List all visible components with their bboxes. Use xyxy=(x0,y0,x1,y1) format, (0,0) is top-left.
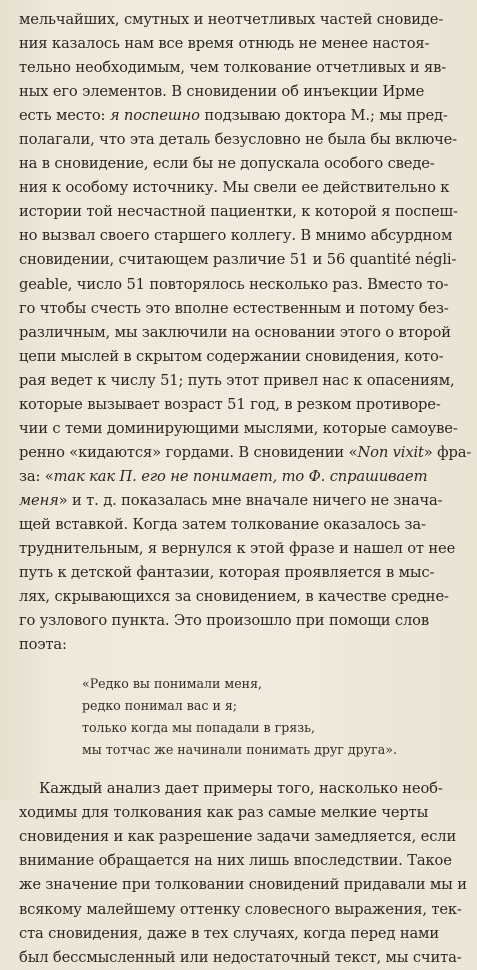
poem-verse: редко понимал вас и я; xyxy=(82,698,238,714)
text-line xyxy=(19,465,465,489)
text-line: труднительным, я вернулся к этой фразе и нашел от нее xyxy=(19,540,456,558)
text-line: же значение при толковании сновидений придавали мы и xyxy=(19,876,467,894)
text-line: внимание обращается на них лишь впоследствии. Такое xyxy=(19,852,452,870)
italic-run: я поспешно xyxy=(109,107,200,125)
text-line: поэта: xyxy=(19,636,67,654)
text-line: рая ведет к числу 51; путь этот привел нас к опасениям, xyxy=(19,371,455,389)
text-line: лях, скрывающихся за сновидением, в качестве средне- xyxy=(19,588,449,606)
italic-run: меня xyxy=(19,491,59,509)
text-run: подзываю доктора М.; мы пред- xyxy=(199,107,448,125)
poem-verse: только когда мы попадали в грязь, xyxy=(82,720,315,736)
text-line: которые вызывает возраст 51 год, в резком противоре- xyxy=(19,395,441,413)
text-line: был бессмысленный или недостаточный текст, мы счита- xyxy=(19,948,462,966)
text-line: тельно необходимым, чем толкование отчетливых и яв- xyxy=(19,59,447,77)
text-line: цепи мыслей в скрытом содержании сновидения, кото- xyxy=(19,347,444,365)
text-line: ходимы для толкования как раз самые мелкие черты xyxy=(19,804,429,822)
paragraph-2 xyxy=(19,777,465,969)
text-line: мельчайших, смутных и неотчетливых частей сновиде- xyxy=(19,11,444,28)
text-line xyxy=(19,441,472,465)
text-run: за: « xyxy=(19,467,54,485)
poem-verse: «Редко вы понимали меня, xyxy=(82,676,263,692)
text-run: есть место: xyxy=(19,107,110,125)
text-line: всякому малейшему оттенку словесного выражения, тек- xyxy=(19,900,462,918)
italic-run: так как П. его не понимает, то Ф. спрашивает xyxy=(53,467,428,485)
text-line: чии с теми доминирующими мыслями, которые самоуве- xyxy=(19,419,458,437)
text-run: » и т. д. показалась мне вначале ничего не знача- xyxy=(58,491,443,509)
text-line: путь к детской фантазии, которая проявляется в мыс- xyxy=(19,564,435,582)
poem-verse: мы тотчас же начинали понимать друг друга». xyxy=(82,742,397,758)
text-line: Каждый анализ дает примеры того, насколько необ- xyxy=(39,780,443,798)
text-line: сновидении, считающем различие 51 и 56 quantité négli- xyxy=(19,251,457,269)
text-line: на в сновидение, если бы не допускала особого сведе- xyxy=(19,155,435,173)
text-line: го узлового пункта. Это произошло при помощи слов xyxy=(19,612,429,630)
text-line: ста сновидения, даже в тех случаях, когда перед нами xyxy=(19,924,439,942)
text-line: но вызвал своего старшего коллегу. В мнимо абсурдном xyxy=(19,227,453,245)
text-line: ния к особому источнику. Мы свели ее действительно к xyxy=(19,179,450,197)
text-line: различным, мы заключили на основании этого о второй xyxy=(19,323,451,341)
text-line xyxy=(19,489,465,513)
text-line: полагали, что эта деталь безусловно не была бы включе- xyxy=(19,131,457,149)
text-line: щей вставкой. Когда затем толкование оказалось за- xyxy=(19,515,426,533)
paragraph-1 xyxy=(19,8,472,657)
text-line: ных его элементов. В сновидении об инъекции Ирме xyxy=(19,83,425,101)
poem-quote xyxy=(19,673,465,761)
italic-run: Non vixit xyxy=(357,443,424,461)
text-line: сновидения и как разрешение задачи замедляется, если xyxy=(19,828,457,846)
text-run: ренно «кидаются» гордами. В сновидении « xyxy=(19,443,358,461)
text-line xyxy=(19,104,465,128)
text-line: го чтобы счесть это вполне естественным и потому без- xyxy=(19,299,449,317)
text-line: истории той несчастной пациентки, к которой я поспеш- xyxy=(19,203,458,221)
text-line: ния казалось нам все время отнюдь не менее настоя- xyxy=(19,35,430,53)
text-line: geable, число 51 повторялось несколько раз. Вместо то- xyxy=(19,275,449,293)
text-run: » фра- xyxy=(423,443,472,461)
